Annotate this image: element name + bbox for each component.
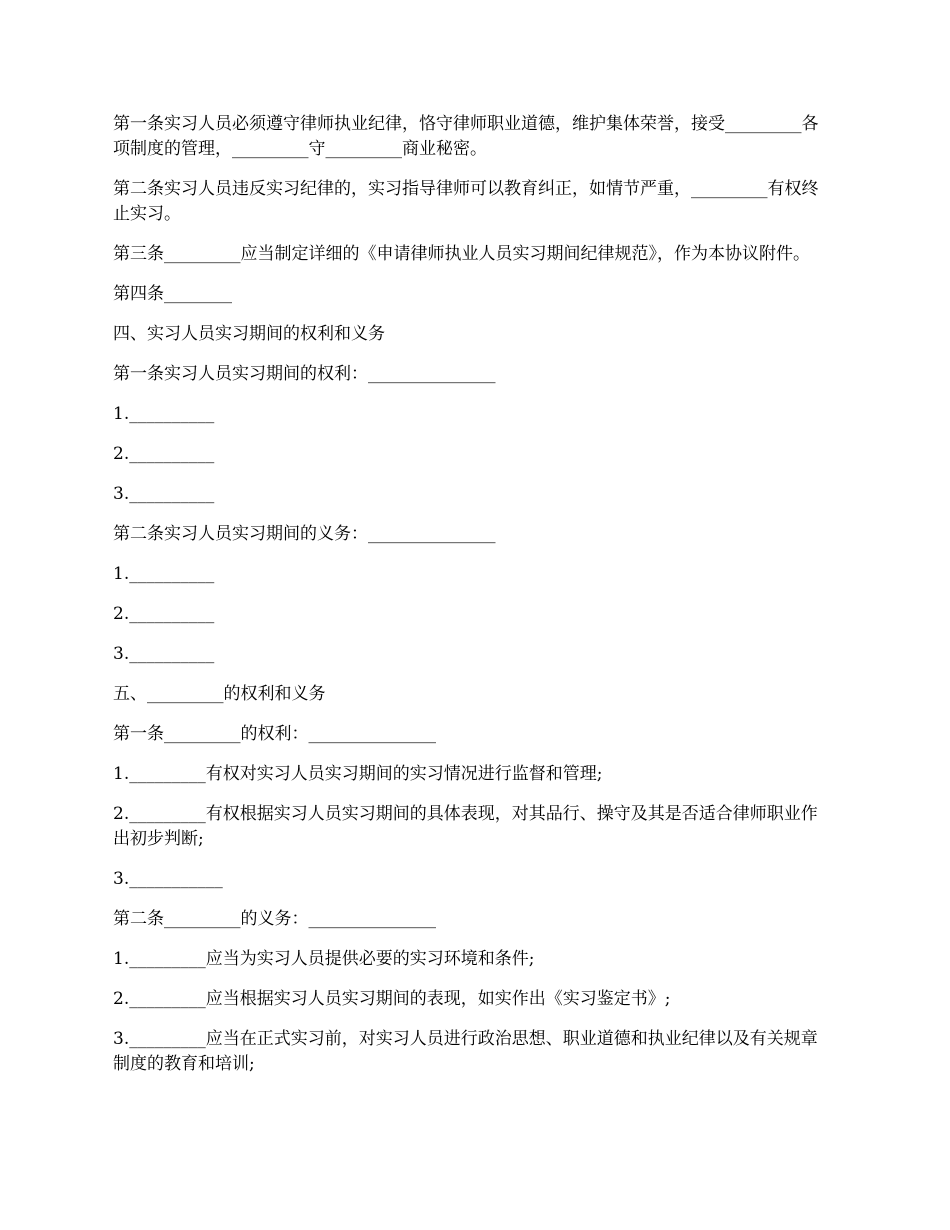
article-3-rules: 第三条_________应当制定详细的《申请律师执业人员实习期间纪律规范》，作为本协议附件。: [113, 244, 810, 264]
article-1-discipline: 第一条实习人员必须遵守律师执业纪律，恪守律师职业道德，维护集体荣誉，接受_________各项制度的管理，_________守_________商业秘密。: [113, 114, 819, 159]
intern-duties-heading: 第二条实习人员实习期间的义务：_______________: [113, 524, 496, 544]
article-4: 第四条________: [113, 284, 232, 304]
firm-duties-item-1: 1._________应当为实习人员提供必要的实习环境和条件;: [113, 949, 535, 969]
intern-rights-heading: 第一条实习人员实习期间的权利：_______________: [113, 364, 496, 384]
section-5-heading: 五、_________的权利和义务: [113, 684, 326, 704]
firm-duties-item-2: 2._________应当根据实习人员实习期间的表现，如实作出《实习鉴定书》;: [113, 989, 671, 1009]
firm-duties-heading: 第二条_________的义务：_______________: [113, 909, 436, 929]
firm-rights-item-2: 2._________有权根据实习人员实习期间的具体表现，对其品行、操守及其是否适合律师职业作出初步判断;: [113, 804, 818, 849]
firm-rights-item-1: 1._________有权对实习人员实习期间的实习情况进行监督和管理;: [113, 764, 603, 784]
intern-duties-item-2: 2.__________: [113, 604, 215, 624]
intern-rights-item-2: 2.__________: [113, 444, 215, 464]
firm-duties-item-3: 3._________应当在正式实习前，对实习人员进行政治思想、职业道德和执业纪律以及有关规章制度的教育和培训;: [113, 1029, 818, 1074]
firm-rights-item-3: 3.___________: [113, 869, 223, 889]
section-4-heading: 四、实习人员实习期间的权利和义务: [113, 324, 385, 344]
document-body: [113, 112, 833, 1092]
intern-rights-item-3: 3.__________: [113, 484, 215, 504]
intern-rights-item-1: 1.__________: [113, 404, 215, 424]
intern-duties-item-3: 3.__________: [113, 644, 215, 664]
article-2-termination: 第二条实习人员违反实习纪律的，实习指导律师可以教育纠正，如情节严重，_________有权终止实习。: [113, 179, 819, 224]
intern-duties-item-1: 1.__________: [113, 564, 215, 584]
firm-rights-heading: 第一条_________的权利：_______________: [113, 724, 436, 744]
